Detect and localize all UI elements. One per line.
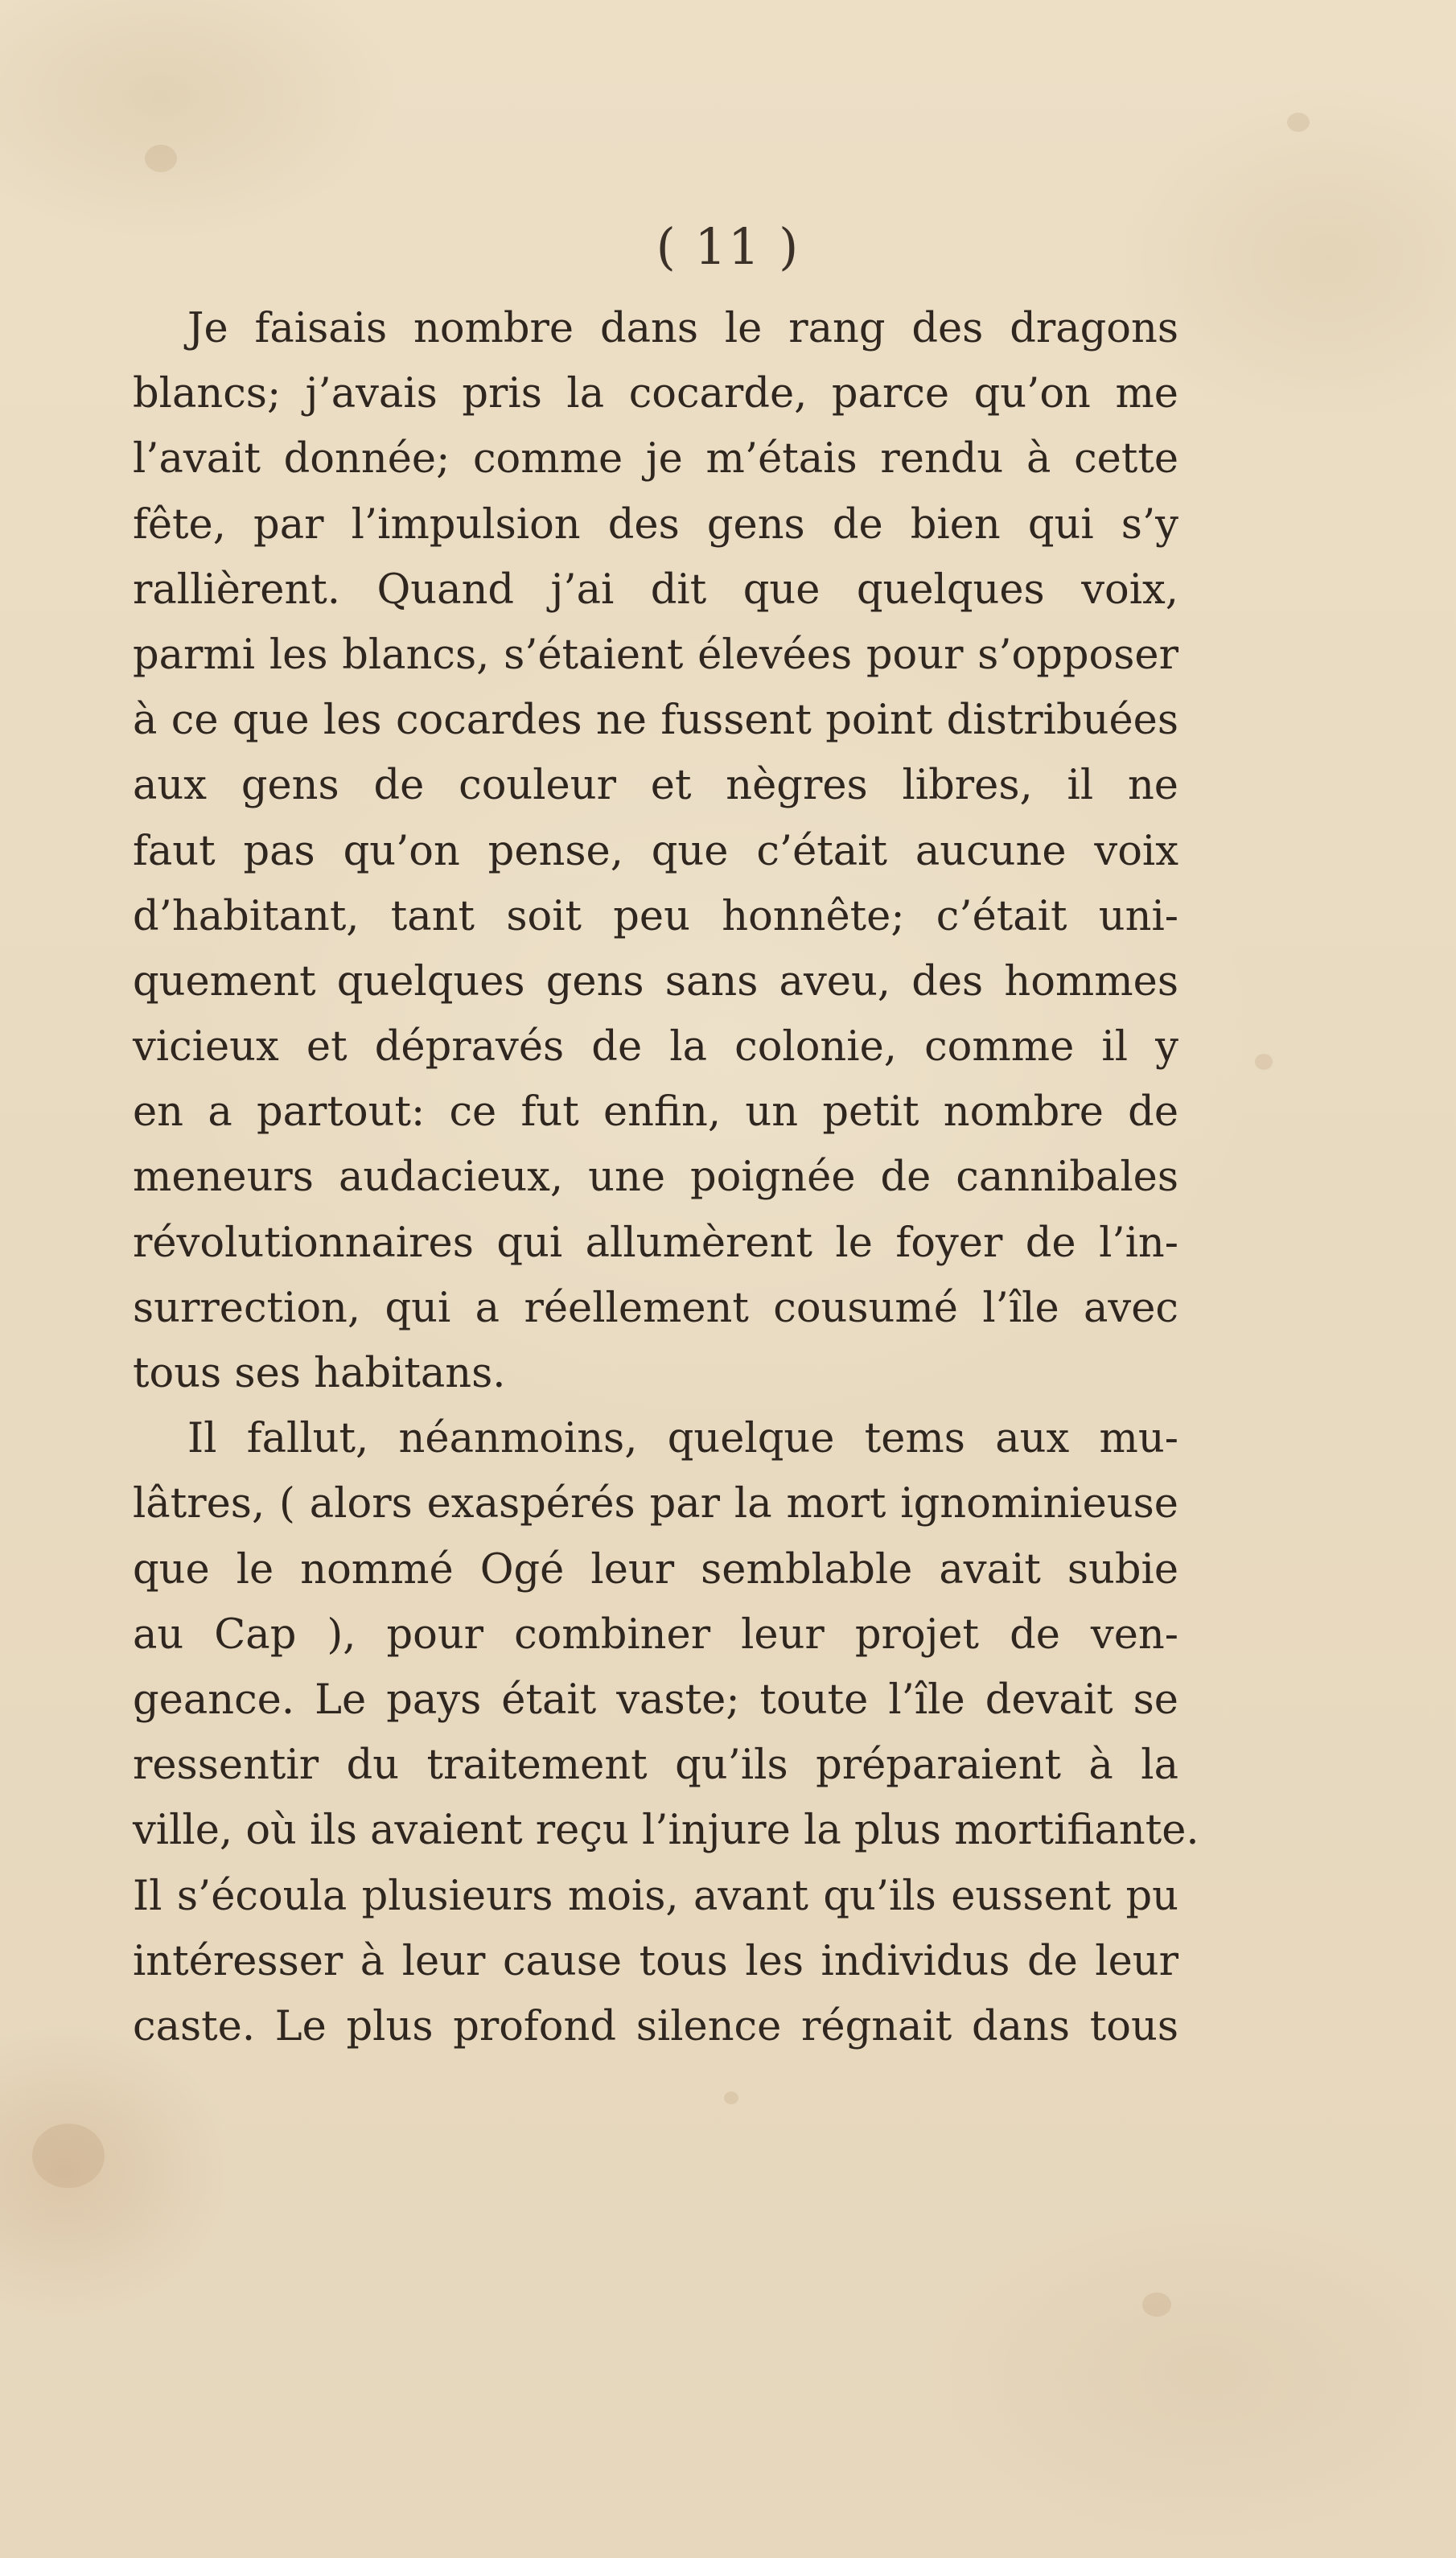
text-line: que le nommé Ogé leur semblable avait subie (133, 1545, 1178, 1594)
text-line: Il fallut, néanmoins, quelque tems aux mu- (187, 1415, 1178, 1463)
text-line: ressentir du traitement qu’ils préparaient à la (133, 1742, 1178, 1790)
foxing-spot (724, 2091, 738, 2104)
text-line: à ce que les cocardes ne fussent point distribuées (133, 697, 1178, 745)
foxing-spot (1255, 1054, 1273, 1070)
text-line: aux gens de couleur et nègres libres, il ne (133, 762, 1178, 810)
text-line: ville, où ils avaient reçu l’injure la plus mortifiante. (133, 1807, 1199, 1855)
body-text (133, 296, 1199, 2059)
foxing-spot (145, 145, 177, 172)
text-line: au Cap ), pour combiner leur projet de ven- (133, 1610, 1178, 1659)
text-line: d’habitant, tant soit peu honnête; c’était uni- (133, 892, 1178, 940)
text-line: l’avait donnée; comme je m’étais rendu à cette (133, 435, 1178, 483)
text-line: meneurs audacieux, une poignée de cannibales (133, 1154, 1178, 1202)
text-line: rallièrent. Quand j’ai dit que quelques voix, (133, 565, 1178, 614)
text-line: lâtres, ( alors exaspérés par la mort ignominieuse (133, 1480, 1178, 1528)
text-line: intéresser à leur cause tous les individus de leur (133, 1937, 1178, 1985)
text-line: tous ses habitans. (133, 1350, 506, 1397)
text-line: révolutionnaires qui allumèrent le foyer de l’in- (133, 1219, 1178, 1267)
text-line: Il s’écoula plusieurs mois, avant qu’ils eussent pu (133, 1872, 1178, 1920)
text-line: surrection, qui a réellement cousumé l’île avec (133, 1284, 1178, 1332)
foxing-spot (1142, 2293, 1171, 2317)
text-line: vicieux et dépravés de la colonie, comme il y (133, 1023, 1178, 1071)
text-line: Je faisais nombre dans le rang des dragons (187, 305, 1178, 352)
text-line: en a partout: ce fut enfin, un petit nombre de (133, 1088, 1178, 1137)
text-line: quement quelques gens sans aveu, des hommes (133, 957, 1178, 1006)
foxing-spot (32, 2124, 105, 2188)
text-line: blancs; j’avais pris la cocarde, parce qu’on me (133, 370, 1178, 418)
text-line: parmi les blancs, s’étaient élevées pour s’opposer (133, 631, 1178, 679)
text-line: fête, par l’impulsion des gens de bien qui s’y (133, 500, 1178, 549)
text-line: caste. Le plus profond silence régnait dans tous (133, 2002, 1178, 2050)
text-line: faut pas qu’on pense, que c’était aucune voix (133, 827, 1178, 875)
page-number: ( 11 ) (656, 217, 800, 276)
text-line: geance. Le pays était vaste; toute l’île devait se (133, 1676, 1178, 1724)
foxing-spot (1287, 113, 1310, 132)
